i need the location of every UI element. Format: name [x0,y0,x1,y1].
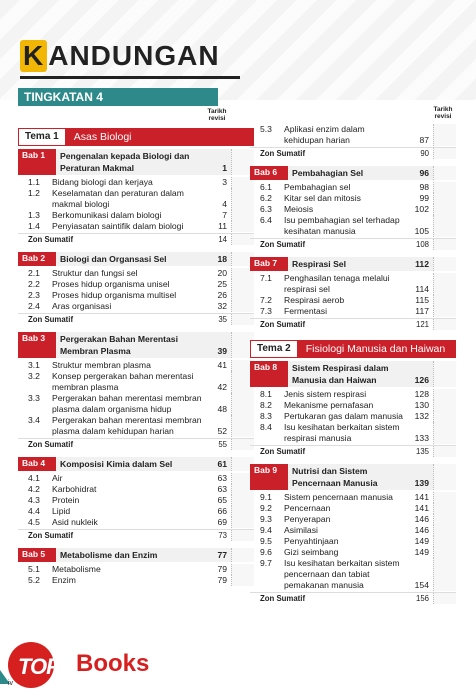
tema-header [250,340,456,358]
revision-cell [433,411,456,422]
entry-text: Pergerakan bahan merentasi membran plasma dalam kehidupan harian [52,415,202,436]
chapter-header [250,166,456,180]
toc-entry [18,177,254,188]
chapter-page: 39 [205,332,231,358]
entry-number: 9.4 [260,525,272,535]
entry-page: 130 [414,400,429,410]
zon-sumatif-page: 108 [415,240,429,249]
toc-entry [250,400,456,411]
toc-entry [18,415,254,437]
toc-entry [250,204,456,215]
entry-number: 6.1 [260,182,272,192]
toc-entry [250,525,456,536]
entry-number: 5.3 [260,124,272,134]
revision-cell [433,464,456,490]
toc-right-column [250,124,456,608]
revision-cell [433,558,456,591]
chapter-number: Bab 9 [250,464,288,490]
entry-number: 1.3 [28,210,40,220]
zon-sumatif-page: 14 [218,235,227,244]
entry-text: Lipid [52,506,71,516]
zon-sumatif-row [250,238,456,250]
chapter-title: Pengenalan kepada Biologi dan Peraturan Makmal [56,149,205,175]
entry-text: Pencernaan [284,503,331,513]
toc-entry [250,193,456,204]
entry-number: 4.3 [28,495,40,505]
entry-text: Mekanisme pernafasan [284,400,374,410]
entry-number: 6.4 [260,215,272,225]
zon-sumatif-row [250,445,456,457]
chapter-header [250,257,456,271]
entry-page: 141 [414,503,429,513]
revision-cell [433,536,456,547]
zon-sumatif-label: Zon Sumatif [260,594,306,603]
toc-entry [250,558,456,591]
toc-entry [250,124,456,146]
entry-number: 9.7 [260,558,272,568]
toc-entry [18,564,254,575]
revision-cell [433,446,456,457]
entry-page: 32 [217,301,227,311]
spacer [250,250,456,254]
revision-cell [433,503,456,514]
entry-text: Aras organisasi [52,301,112,311]
entry-text: Struktur dan fungsi sel [52,268,138,278]
entry-number: 9.2 [260,503,272,513]
entry-page: 3 [222,177,227,187]
revision-cell [433,492,456,503]
entry-page: 117 [415,306,429,316]
toc-entry [18,393,254,415]
zon-sumatif-page: 135 [415,447,429,456]
toc-entry [18,575,254,586]
entry-number: 3.1 [28,360,40,370]
chapter-title: Biologi dan Organsasi Sel [56,252,205,266]
entry-page: 26 [217,290,227,300]
revision-cell [433,204,456,215]
chapter-number: Bab 6 [250,166,288,180]
toc-entry [18,210,254,221]
entry-number: 4.2 [28,484,40,494]
entry-page: 79 [217,564,227,574]
topbooks-logo [8,636,208,686]
title-first-letter: K [20,40,47,72]
logo-top-text: TOP [18,654,60,679]
toc-entry [250,411,456,422]
zon-sumatif-label: Zon Sumatif [260,447,306,456]
entry-number: 3.4 [28,415,40,425]
chapter-header [18,457,254,471]
entry-page: 114 [415,284,429,294]
revision-cell [433,148,456,159]
entry-text: Jenis sistem respirasi [284,389,367,399]
entry-number: 1.4 [28,221,40,231]
chapter-page: 96 [407,166,433,180]
toc-entry [18,360,254,371]
entry-text: Konsep pergerakan bahan merentasi membran plasma [52,371,194,392]
chapter-page: 1 [205,149,231,175]
entry-text: Sistem pencernaan manusia [284,492,393,502]
entry-number: 7.3 [260,306,272,316]
entry-number: 8.4 [260,422,272,432]
entry-page: 146 [414,525,429,535]
entry-page: 102 [414,204,429,214]
entry-page: 105 [414,226,429,236]
title-rest: ANDUNGAN [48,40,220,71]
entry-number: 7.1 [260,273,272,283]
toc-entry [250,536,456,547]
spacer [250,159,456,163]
entry-text: Respirasi aerob [284,295,345,305]
toc-left-column [18,128,254,590]
zon-sumatif-label: Zon Sumatif [260,240,306,249]
entry-page: 79 [217,575,227,585]
entry-page: 4 [222,199,227,209]
entry-text: Penghasilan tenaga melalui respirasi sel [284,273,390,294]
chapter-number: Bab 7 [250,257,288,271]
tema-number: Tema 2 [250,340,298,358]
entry-page: 52 [217,426,227,436]
revision-cell [433,422,456,444]
entry-text: Struktur membran plasma [52,360,151,370]
toc-entry [18,473,254,484]
entry-text: Gizi seimbang [284,547,339,557]
entry-page: 63 [217,473,227,483]
toc-entry [18,495,254,506]
entry-number: 3.3 [28,393,40,403]
toc-entry [18,371,254,393]
entry-page: 149 [414,547,429,557]
entry-number: 1.2 [28,188,40,198]
chapter-header [250,361,456,387]
toc-entry [250,273,456,295]
entry-page: 66 [217,506,227,516]
zon-sumatif-row [250,318,456,330]
chapter-number: Bab 4 [18,457,56,471]
entry-text: Penyahtinjaan [284,536,339,546]
chapter-header [18,149,254,175]
entry-text: Air [52,473,63,483]
title-underline [20,76,240,79]
revision-cell [433,319,456,330]
entry-text: Enzim [52,575,76,585]
entry-text: Kitar sel dan mitosis [284,193,361,203]
entry-number: 8.3 [260,411,272,421]
entry-text: Fermentasi [284,306,327,316]
entry-page: 132 [414,411,429,421]
chapter-header [250,464,456,490]
toc-entry [250,422,456,444]
zon-sumatif-label: Zon Sumatif [28,531,74,540]
entry-page: 146 [414,514,429,524]
revision-cell [433,593,456,604]
entry-text: Protein [52,495,80,505]
entry-text: Metabolisme [52,564,101,574]
entry-text: Pembahagian sel [284,182,351,192]
chapter-page: 139 [407,464,433,490]
zon-sumatif-page: 121 [415,320,429,329]
chapter-title: Pergerakan Bahan Merentasi Membran Plasma [56,332,205,358]
spacer [250,457,456,461]
tema-number: Tema 1 [18,128,66,146]
revision-cell [433,193,456,204]
toc-entry [250,215,456,237]
entry-text: Penyerapan [284,514,331,524]
revision-cell [433,389,456,400]
revision-cell [433,273,456,295]
entry-page: 115 [415,295,429,305]
chapter-number: Bab 3 [18,332,56,358]
toc-entry [18,188,254,210]
entry-page: 149 [414,536,429,546]
entry-text: Penyiasatan saintifik dalam biologi [52,221,184,231]
entry-number: 8.2 [260,400,272,410]
entry-number: 2.4 [28,301,40,311]
chapter-page: 126 [407,361,433,387]
entry-number: 9.1 [260,492,272,502]
entry-text: Berkomunikasi dalam biologi [52,210,162,220]
chapter-title: Sistem Respirasi dalam Manusia dan Haiwan [288,361,407,387]
spacer [18,541,254,545]
toc-entry [250,514,456,525]
entry-text: Pertukaran gas dalam manusia [284,411,403,421]
revision-cell [433,361,456,387]
entry-text: Keselamatan dan peraturan dalam makmal biologi [52,188,184,209]
chapter-header [18,252,254,266]
zon-sumatif-label: Zon Sumatif [28,235,74,244]
toc-entry [250,295,456,306]
entry-page: 99 [419,193,429,203]
entry-number: 4.5 [28,517,40,527]
entry-text: Aplikasi enzim dalam kehidupan harian [284,124,365,145]
entry-text: Meiosis [284,204,314,214]
toc-entry [18,484,254,495]
revision-cell [433,525,456,536]
entry-number: 6.3 [260,204,272,214]
revision-cell [433,215,456,237]
zon-sumatif-row [18,529,254,541]
entry-page: 48 [217,404,227,414]
chapter-number: Bab 1 [18,149,56,175]
revision-cell [433,124,456,146]
entry-text: Isu kesihatan berkaitan sistem pencernaan dan tabiat pemakanan manusia [284,558,400,590]
entry-text: Isu kesihatan berkaitan sistem respirasi manusia [284,422,400,443]
tema-header [18,128,254,146]
revision-cell [433,547,456,558]
entry-page: 20 [217,268,227,278]
zon-sumatif-page: 55 [218,440,227,449]
chapter-header [18,548,254,562]
entry-number: 9.3 [260,514,272,524]
logo-books-text: Books [76,650,150,677]
page-number: iv [8,680,14,687]
toc-entry [18,301,254,312]
entry-page: 98 [419,182,429,192]
spacer [18,586,254,590]
zon-sumatif-row [18,313,254,325]
entry-text: Karbohidrat [52,484,97,494]
spacer [18,245,254,249]
zon-sumatif-label: Zon Sumatif [28,440,74,449]
zon-sumatif-row [18,438,254,450]
zon-sumatif-label: Zon Sumatif [28,315,74,324]
entry-text: Pergerakan bahan merentasi membran plasma dalam organisma hidup [52,393,202,414]
chapter-page: 77 [205,548,231,562]
zon-sumatif-row [250,592,456,604]
toc-entry [250,306,456,317]
entry-page: 141 [414,492,429,502]
zon-sumatif-page: 156 [415,594,429,603]
zon-sumatif-page: 35 [218,315,227,324]
entry-text: Asimilasi [284,525,318,535]
toc-entry [18,290,254,301]
zon-sumatif-row [250,147,456,159]
entry-text: Proses hidup organisma multisel [52,290,177,300]
chapter-number: Bab 2 [18,252,56,266]
zon-sumatif-page: 90 [420,149,429,158]
entry-page: 154 [414,580,429,590]
toc-entry [250,547,456,558]
revision-cell [433,257,456,271]
entry-page: 7 [222,210,227,220]
entry-text: Asid nukleik [52,517,98,527]
entry-text: Proses hidup organisma unisel [52,279,170,289]
spacer [250,604,456,608]
revision-cell [433,166,456,180]
entry-number: 6.2 [260,193,272,203]
toc-entry [250,182,456,193]
chapter-title: Nutrisi dan Sistem Pencernaan Manusia [288,464,407,490]
toc-entry [18,221,254,232]
entry-number: 5.2 [28,575,40,585]
chapter-title: Komposisi Kimia dalam Sel [56,457,205,471]
revision-cell [433,182,456,193]
revision-header-right: Tarikh revisi [433,106,453,120]
revision-cell [433,306,456,317]
entry-page: 42 [217,382,227,392]
entry-page: 133 [414,433,429,443]
revision-cell [433,239,456,250]
entry-number: 1.1 [28,177,40,187]
zon-sumatif-page: 73 [218,531,227,540]
chapter-title: Pembahagian Sel [288,166,407,180]
chapter-page: 61 [205,457,231,471]
zon-sumatif-label: Zon Sumatif [260,320,306,329]
entry-text: Bidang biologi dan kerjaya [52,177,153,187]
entry-page: 41 [217,360,227,370]
revision-cell [433,400,456,411]
chapter-number: Bab 5 [18,548,56,562]
chapter-page: 112 [407,257,433,271]
spacer [18,325,254,329]
revision-cell [433,295,456,306]
entry-page: 87 [419,135,429,145]
page-title [20,40,220,72]
tema-name: Asas Biologi [66,128,254,146]
entry-text: Isu pembahagian sel terhadap kesihatan manusia [284,215,400,236]
entry-number: 4.4 [28,506,40,516]
entry-number: 3.2 [28,371,40,381]
entry-number: 4.1 [28,473,40,483]
zon-sumatif-row [18,233,254,245]
entry-number: 9.6 [260,547,272,557]
entry-number: 5.1 [28,564,40,574]
chapter-header [18,332,254,358]
entry-page: 25 [217,279,227,289]
toc-entry [18,506,254,517]
entry-page: 128 [414,389,429,399]
tema-name: Fisiologi Manusia dan Haiwan [298,340,456,358]
section-banner: TINGKATAN 4 [18,88,218,106]
chapter-number: Bab 8 [250,361,288,387]
toc-entry [250,492,456,503]
chapter-page: 18 [205,252,231,266]
toc-entry [250,503,456,514]
entry-number: 2.3 [28,290,40,300]
chapter-title: Metabolisme dan Enzim [56,548,205,562]
entry-number: 7.2 [260,295,272,305]
revision-cell [433,514,456,525]
entry-number: 8.1 [260,389,272,399]
toc-entry [18,268,254,279]
chapter-title: Respirasi Sel [288,257,407,271]
toc-entry [18,279,254,290]
zon-sumatif-label: Zon Sumatif [260,149,306,158]
entry-page: 11 [218,221,227,231]
entry-page: 63 [217,484,227,494]
toc-entry [18,517,254,528]
entry-number: 9.5 [260,536,272,546]
entry-number: 2.1 [28,268,40,278]
spacer [18,450,254,454]
toc-entry [250,389,456,400]
entry-page: 65 [217,495,227,505]
revision-header-left: Tarikh revisi [207,108,227,122]
entry-number: 2.2 [28,279,40,289]
entry-page: 69 [217,517,227,527]
